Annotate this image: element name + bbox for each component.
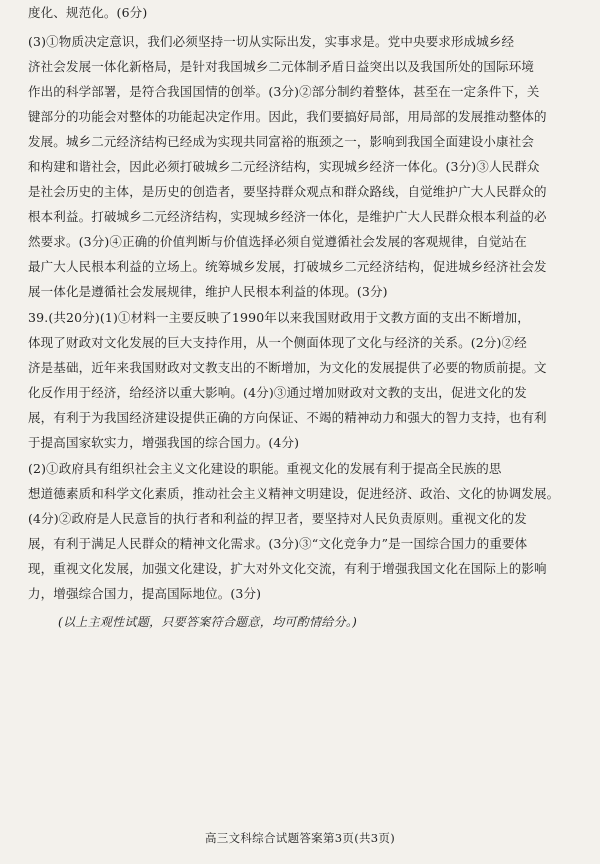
text-line: 根本利益。打破城乡二元经济结构，实现城乡经济一体化，是维护广大人民群众根本利益的必	[28, 210, 547, 224]
text-line: 济是基础，近年来我国财政对文教支出的不断增加，为文化的发展提供了必要的物质前提。文	[28, 361, 547, 375]
text-line: 度化、规范化。(6分)	[28, 6, 148, 20]
text-line: (3)①物质决定意识，我们必须坚持一切从实际出发，实事求是。党中央要求形成城乡经	[28, 35, 515, 49]
text-line: 化反作用于经济，给经济以重大影响。(4分)③通过增加财政对文教的支出，促进文化的发	[28, 386, 527, 400]
text-line: 展，有利于为我国经济建设提供正确的方向保证、不竭的精神动力和强大的智力支持，也有利	[28, 411, 547, 425]
grading-note: (以上主观性试题，只要答案符合题意，均可酌情给分。)	[58, 615, 358, 629]
text-line: 展一体化是遵循社会发展规律，维护人民根本利益的体现。(3分)	[28, 285, 388, 299]
text-line: (4分)②政府是人民意旨的执行者和利益的捍卫者，要坚持对人民负责原则。重视文化的发	[28, 512, 527, 526]
text-line: 想道德素质和科学文化素质，推动社会主义精神文明建设，促进经济、政治、文化的协调发展。	[28, 487, 560, 501]
page-footer: 高三文科综合试题答案第3页(共3页)	[204, 831, 395, 845]
text-line: (2)①政府具有组织社会主义文化建设的职能。重视文化的发展有利于提高全民族的思	[28, 462, 502, 476]
text-line: 于提高国家软实力，增强我国的综合国力。(4分)	[28, 436, 300, 450]
text-line: 然要求。(3分)④正确的价值判断与价值选择必须自觉遵循社会发展的客观规律，自觉站在	[28, 235, 527, 249]
text-line: 力，增强综合国力，提高国际地位。(3分)	[28, 587, 262, 601]
text-line: 济社会发展一体化新格局，是针对我国城乡二元体制矛盾日益突出以及我国所处的国际环境	[28, 60, 535, 74]
text-line: 作出的科学部署，是符合我国国情的创举。(3分)②部分制约着整体，甚至在一定条件下，关	[28, 85, 540, 99]
text-line: 体现了财政对文化发展的巨大支持作用，从一个侧面体现了文化与经济的关系。(2分)②经	[28, 336, 527, 350]
text-line: 发展。城乡二元经济结构已经成为实现共同富裕的瓶颈之一，影响到我国全面建设小康社会	[28, 135, 535, 149]
text-line: 展，有利于满足人民群众的精神文化需求。(3分)③“文化竞争力”是一国综合国力的重要体	[28, 537, 528, 551]
text-line: 是社会历史的主体，是历史的创造者，要坚持群众观点和群众路线，自觉维护广大人民群众的	[28, 185, 547, 199]
text-line: 现，重视文化发展，加强文化建设，扩大对外文化交流，有利于增强我国文化在国际上的影响	[28, 562, 547, 576]
question-39-heading: 39.(共20分)(1)①材料一主要反映了1990年以来我国财政用于文教方面的支出不断增加，	[28, 311, 530, 325]
text-line: 键部分的功能会对整体的功能起决定作用。因此，我们要搞好局部，用局部的发展推动整体的	[28, 110, 547, 124]
text-line: 和构建和谐社会，因此必须打破城乡二元经济结构，实现城乡经济一体化。(3分)③人民群众	[28, 160, 540, 174]
text-line: 最广大人民根本利益的立场上。统筹城乡发展，打破城乡二元经济结构，促进城乡经济社会发	[28, 260, 547, 274]
